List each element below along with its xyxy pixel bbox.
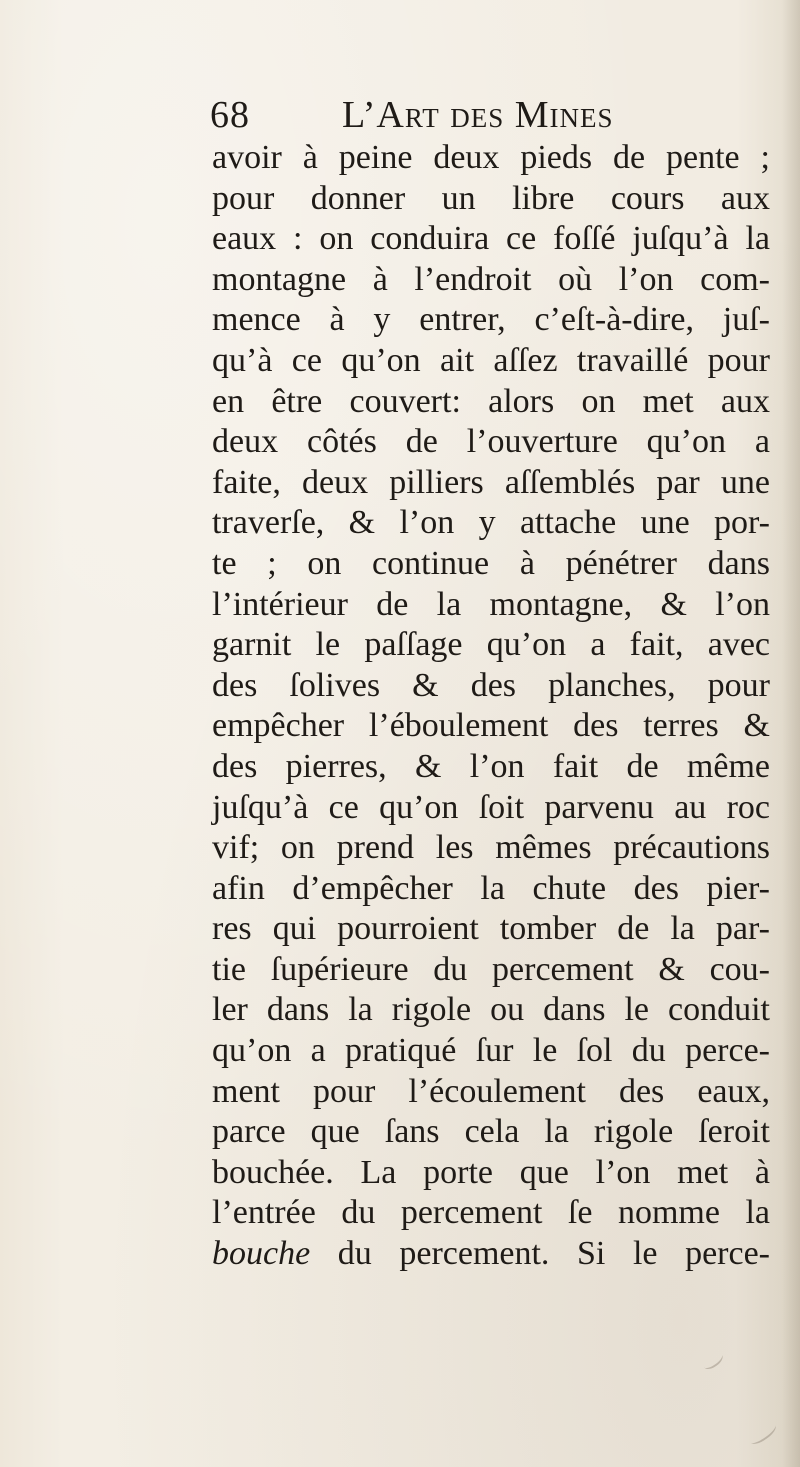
text-line: pour donner un libre cours aux [212, 179, 770, 217]
text-line: empêcher l’éboulement des terres & [212, 707, 770, 745]
text-line: qu’à ce qu’on ait aſſez travaillé pour [212, 341, 770, 379]
text-line: parce que ſans cela la rigole ſeroit [212, 1113, 770, 1151]
text-line: ment pour l’écoulement des eaux, [212, 1072, 770, 1110]
page-edge-shadow [782, 0, 800, 1467]
text-line: l’entrée du percement ſe nomme la [212, 1194, 770, 1232]
text-line: tie ſupérieure du percement & cou- [212, 950, 770, 988]
text-line: mence à y entrer, c’eſt-à-dire, juſ- [212, 301, 770, 339]
paper-speck [747, 1420, 778, 1447]
running-title: L’Art des Mines [342, 94, 614, 136]
text-line: avoir à peine deux pieds de pente ; [212, 139, 770, 176]
text-line: eaux : on conduira ce foſſé juſqu’à la [212, 220, 770, 258]
paper-speck [701, 1350, 726, 1372]
body-text [212, 138, 770, 1275]
text-line: des pierres, & l’on fait de même [212, 747, 770, 785]
text-line: garnit le paſſage qu’on a fait, avec [212, 626, 770, 664]
text-line: vif; on prend les mêmes précautions [212, 829, 770, 867]
text-line: l’intérieur de la montagne, & l’on [212, 585, 770, 623]
text-line-last [212, 1234, 770, 1275]
text-line: des ſolives & des planches, pour [212, 666, 770, 704]
text-line: bouchée. La porte que l’on met à [212, 1153, 770, 1191]
text-line: res qui pourroient tomber de la par- [212, 910, 770, 948]
text-line: te ; on continue à pénétrer dans [212, 544, 770, 582]
text-line: en être couvert: alors on met aux [212, 382, 770, 420]
text-line: faite, deux pilliers aſſemblés par une [212, 463, 770, 501]
italic-term: bouche [212, 1235, 311, 1273]
text-line: qu’on a pratiqué ſur le ſol du perce- [212, 1032, 770, 1070]
text-line: deux côtés de l’ouverture qu’on a [212, 423, 770, 461]
page-number: 68 [210, 94, 250, 136]
text-line: juſqu’à ce qu’on ſoit parvenu au roc [212, 788, 770, 826]
text-line-rest: du percement. Si le perce- [310, 1235, 770, 1273]
text-line: ler dans la rigole ou dans le conduit [212, 991, 770, 1029]
text-line: traverſe, & l’on y attache une por- [212, 504, 770, 542]
text-line: montagne à l’endroit où l’on com- [212, 260, 770, 298]
text-line: afin d’empêcher la chute des pier- [212, 869, 770, 907]
page-header [210, 92, 770, 144]
